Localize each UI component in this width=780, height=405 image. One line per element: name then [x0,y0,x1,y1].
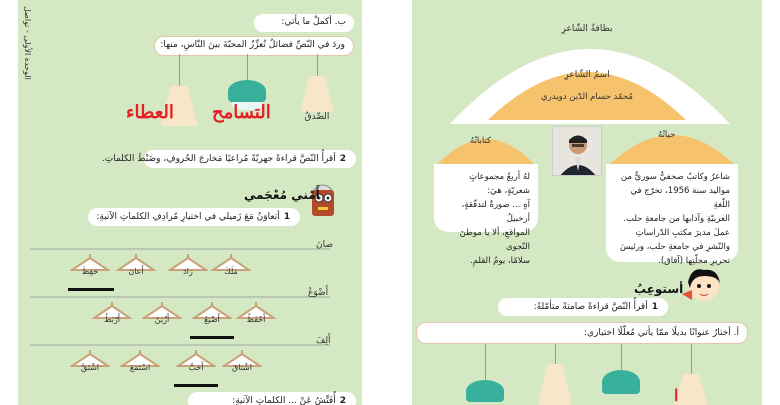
hanger-word: اشْتَقَّ [80,363,99,372]
hanger-word: مَلَكَ [224,267,238,276]
dictionary-label: أَمْني مُعْجَمي [244,188,320,202]
unit-side-label: الوحدة الأولى - تواصل [23,6,32,80]
hanger-word: اسْتَمَعَ [129,363,151,372]
listening-mascot-icon [678,266,724,306]
life-title: حياتُهُ [658,130,676,140]
row-key: أَلِفَ [316,336,331,346]
section-b-title: ب. أكملْ ما يأتي: [254,14,354,32]
lamp-bottom-1 [462,344,508,405]
hanger-word: أَضْيَعُ [204,315,220,324]
works-umbrella [434,124,538,168]
works-title: كتاباتُهُ [470,136,492,146]
poet-photo [552,126,602,176]
question-1-synonyms: 1أتعاوَنُ مَعَ زَميلي في اختيارِ مُرادِفِ الكلماتِ الآتيةِ: [88,208,300,226]
rack-1 [30,248,330,250]
hanger-word: اشْتاقَ [232,363,252,372]
hanger [176,348,216,378]
section-b-instruction: وردَ في النّصِّ فضائلُ تُعزِّزُ المحبّةَ بينَ النّاسِ، منها: [154,36,354,56]
lamp-bottom-3 [598,344,644,405]
hanger-word: أَعانَ [128,267,144,276]
hanger-word: أَرْبَطُ [104,315,120,324]
right-question-1: 1أقرأُ النّصَّ قراءةً صامتةً متأمّلةً: [498,298,668,316]
right-question-a: أ. أختارُ عنوانًا بديلًا ممّا يأتي مُعلّلًا اختياري: [416,322,748,344]
hanger [142,300,182,330]
right-page [412,0,762,405]
life-card: شاعرٌ وكاتبٌ صحفيٌّ سوريٌّ من مواليد سنة 1956، تخرّج في اللّغةِ العربيّةِ وآدابها من جامعةِ حلب. عملَ مديرَ مكتبِ الدّراساتِ والنّشرِ في جامعةِ حلب، ورئيسَ تحريرِ مجلّتِها (آفاق). [606,164,738,262]
answer-underline [190,336,234,339]
hanger [120,348,160,378]
works-card: لهُ أربعُ مجموعاتٍ شعريّةٍ، هيَ: آهٍ ... صورةٌ لتدفّقةٍ، أرخبيلُ المواقعِ، ألا يا موطنَ النّجوى سلامًا، يومُ القلمِ. [434,164,538,232]
row-key: صانَ [316,240,333,250]
hanger [92,300,132,330]
lamp-label: الصِّدقُ [304,112,330,122]
red-answer-mark: ا [674,386,679,405]
answer-underline [174,384,218,387]
life-umbrella [606,118,738,168]
poet-name-label: اسمُ الشّاعرِ [564,70,610,80]
hanger [116,252,156,282]
hanger [168,252,208,282]
left-page [18,0,362,405]
question-2-bottom: 2أُفَتِّشُ عَنْ ... الكلماتِ الآتيةِ: [188,392,356,405]
hanger [211,252,251,282]
hanger [236,300,276,330]
hanger [192,300,232,330]
answer-ataa: العطاء [126,102,174,123]
rack-2 [30,296,330,298]
hanger-word: أَحَبَّ [188,363,204,372]
row-key: أَضْوَعُ [308,288,329,298]
hanger [70,252,110,282]
hanger-word: أَزْيَنُ [154,315,170,324]
hanger [70,348,110,378]
poet-name: مُحمّد حسام الدّين دويدري [541,92,633,102]
hanger-word: زادَ [183,267,193,276]
umbrella-yellow [482,44,692,124]
hanger-word: أَحْفَظُ [246,315,266,324]
poet-card-label: بطاقةُ الشّاعرِ [561,24,613,34]
rack-3 [30,344,330,346]
answer-tasamuh: التسامح [212,102,271,123]
question-2-read-aloud: 2أقرأُ النّصَّ قراءةً جهريّةً مُراعيًا مَخارجَ الحُروفِ، وضَبْطَ الكلماتِ. [144,150,356,168]
answer-underline [68,288,114,291]
listen-label: أستوعِبُ [634,282,684,296]
lamp-bottom-2 [532,344,578,405]
lamp-1 [294,54,340,126]
hanger [222,348,262,378]
hanger-word: حَفِظَ [81,267,99,276]
